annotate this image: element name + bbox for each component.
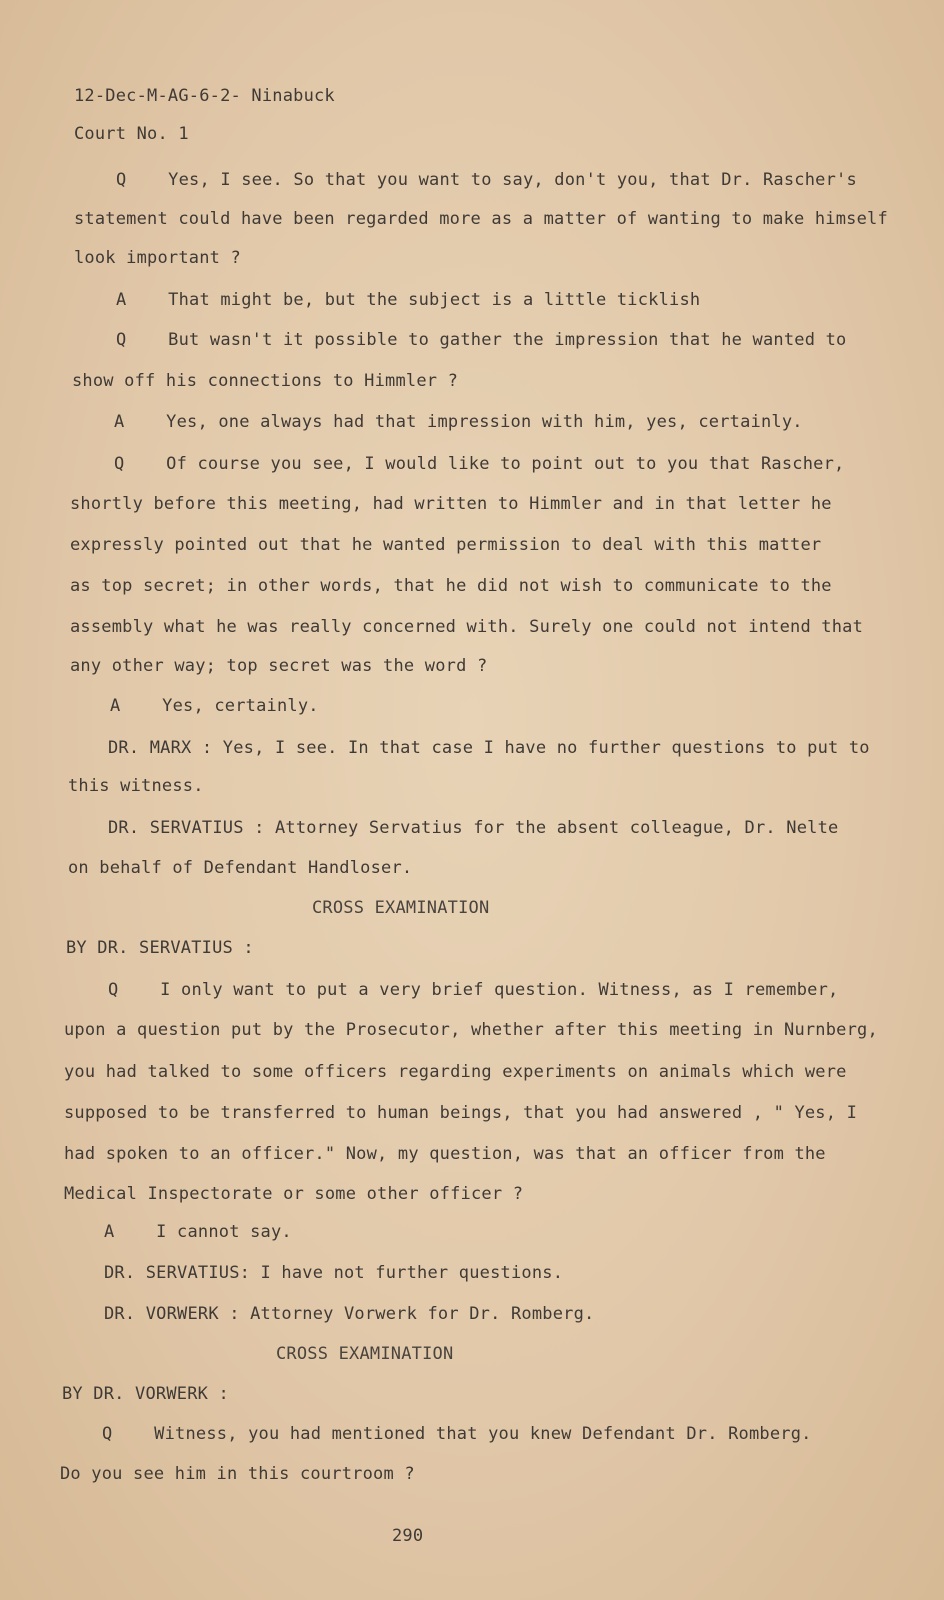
answer-line: A Yes, certainly. bbox=[110, 696, 319, 716]
question-line: Q Witness, you had mentioned that you knew Defendant Dr. Romberg. bbox=[102, 1424, 812, 1444]
header-reference: 12-Dec-M-AG-6-2- Ninabuck bbox=[74, 86, 335, 106]
speaker-line: DR. VORWERK : Attorney Vorwerk for Dr. Romberg. bbox=[104, 1304, 595, 1324]
text-line: assembly what he was really concerned with. Surely one could not intend that bbox=[70, 617, 864, 637]
text-line: any other way; top secret was the word ? bbox=[70, 656, 488, 676]
text-line: this witness. bbox=[68, 776, 204, 796]
text-line: statement could have been regarded more as a matter of wanting to make himself bbox=[74, 209, 888, 229]
examiner-line: BY DR. SERVATIUS : bbox=[66, 938, 254, 958]
text-line: Medical Inspectorate or some other officer ? bbox=[64, 1184, 524, 1204]
text-line: expressly pointed out that he wanted permission to deal with this matter bbox=[70, 535, 822, 555]
text-line: had spoken to an officer." Now, my question, was that an officer from the bbox=[64, 1144, 826, 1164]
text-line: supposed to be transferred to human beings, that you had answered , " Yes, I bbox=[64, 1103, 858, 1123]
question-line: Q But wasn't it possible to gather the impression that he wanted to bbox=[116, 330, 847, 350]
examiner-line: BY DR. VORWERK : bbox=[62, 1384, 229, 1404]
text-line: you had talked to some officers regarding experiments on animals which were bbox=[64, 1062, 847, 1082]
speaker-line: DR. MARX : Yes, I see. In that case I have no further questions to put to bbox=[108, 738, 870, 758]
section-heading: CROSS EXAMINATION bbox=[276, 1344, 454, 1364]
question-line: Q Of course you see, I would like to point out to you that Rascher, bbox=[114, 454, 845, 474]
section-heading: CROSS EXAMINATION bbox=[312, 898, 490, 918]
answer-line: A Yes, one always had that impression with him, yes, certainly. bbox=[114, 412, 803, 432]
answer-line: A I cannot say. bbox=[104, 1222, 292, 1242]
text-line: Do you see him in this courtroom ? bbox=[60, 1464, 415, 1484]
question-line: Q I only want to put a very brief question. Witness, as I remember, bbox=[108, 980, 839, 1000]
text-line: upon a question put by the Prosecutor, whether after this meeting in Nurnberg, bbox=[64, 1020, 878, 1040]
speaker-line: DR. SERVATIUS : Attorney Servatius for the absent colleague, Dr. Nelte bbox=[108, 818, 839, 838]
speaker-line: DR. SERVATIUS: I have not further questions. bbox=[104, 1263, 564, 1283]
text-line: show off his connections to Himmler ? bbox=[72, 371, 459, 391]
answer-line: A That might be, but the subject is a little ticklish bbox=[116, 290, 701, 310]
question-line: Q Yes, I see. So that you want to say, don't you, that Dr. Rascher's bbox=[116, 170, 857, 190]
text-line: as top secret; in other words, that he did not wish to communicate to the bbox=[70, 576, 832, 596]
page-number: 290 bbox=[392, 1526, 424, 1546]
text-line: shortly before this meeting, had written to Himmler and in that letter he bbox=[70, 494, 832, 514]
court-number: Court No. 1 bbox=[74, 124, 189, 144]
text-line: look important ? bbox=[74, 248, 241, 268]
text-line: on behalf of Defendant Handloser. bbox=[68, 858, 413, 878]
